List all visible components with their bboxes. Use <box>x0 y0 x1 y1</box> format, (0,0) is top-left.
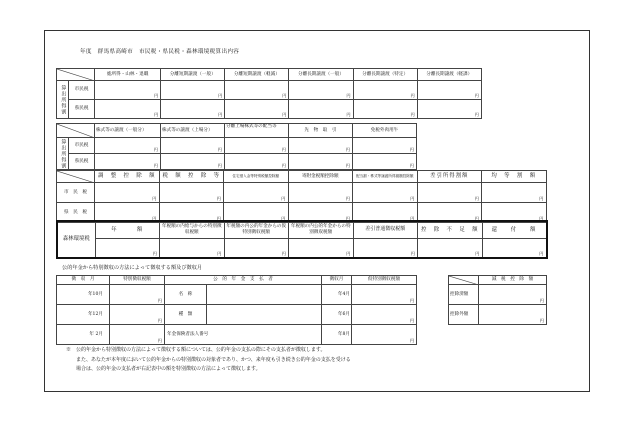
header-chosei-kojo: 調 整 控 除 額 <box>95 171 160 183</box>
amount-cell: 円 <box>110 285 165 305</box>
spacer <box>481 81 545 100</box>
amount-cell: 円 <box>161 81 225 100</box>
amount-cell: 円 <box>95 100 161 119</box>
amount-cell: 円 <box>352 325 417 345</box>
amount-cell: 円 <box>289 100 353 119</box>
amount-cell: 円 <box>353 154 417 170</box>
section4-table <box>56 220 548 259</box>
form-title: 年度 群馬県高崎市 市民税・県民税・森林環境税算出内容 <box>80 49 240 55</box>
header-nenkin-tokucho: 年税額の内公的年金からの特別徴収税額 <box>289 221 354 238</box>
amount-cell: 円 <box>288 203 353 223</box>
amount-cell: 円 <box>289 154 353 170</box>
row-label-kenminzei: 県民税 <box>69 154 95 170</box>
header-kanpu: 還 付 額 <box>482 221 547 238</box>
header-kyuyo-tokucho: 年税額の内給与からの特別徴収税額 <box>160 221 225 238</box>
row-label-kenminzei: 県民税 <box>69 100 95 119</box>
header-zeigaku-kojo: 税 額 控 除 等 <box>159 171 224 183</box>
header-kifukin-kojo: 寄附金税額控除額 <box>288 171 353 183</box>
spacer <box>417 154 479 170</box>
month-label: 年10月 <box>57 285 110 305</box>
header-nenkin-shiharaisha: 公 的 年 金 支 払 者 <box>165 276 322 285</box>
header-haitowari-kojo: 配当割・株式等譲渡所得割額控除額 <box>353 171 418 183</box>
header-nenkin-kari-tokucho: 年税額の内公的年金からの仮特別徴収税額 <box>224 221 289 238</box>
row-label-shiminzei: 市民税 <box>69 81 95 100</box>
amount-cell: 円 <box>353 183 418 203</box>
spacer <box>481 100 545 119</box>
amount-cell: 円 <box>225 154 289 170</box>
amount-cell: 円 <box>353 100 417 119</box>
row-label-kojogai: 控除外額 <box>449 305 479 325</box>
amount-cell: 円 <box>224 203 289 223</box>
pension-table <box>56 275 417 345</box>
section2-side-label: 算出所得割 <box>57 138 69 170</box>
amount-cell: 円 <box>159 183 224 203</box>
amount-cell: 円 <box>289 138 353 154</box>
amount-cell: 円 <box>161 138 225 154</box>
amount-cell: 円 <box>288 183 353 203</box>
section2-corner <box>57 124 95 138</box>
section1-side-label: 算出所得割 <box>57 81 69 119</box>
header-kojo-fusoku: 控 除 不 足 額 <box>418 221 483 238</box>
amount-cell: 円 <box>95 183 160 203</box>
amount-cell: 円 <box>95 238 160 258</box>
amount-cell: 円 <box>161 100 225 119</box>
spacer <box>481 69 545 81</box>
note-line-1: ※ 公的年金から特別徴収の方法によって徴収する額については、公的年金の支払の際にその支払者が徴収します。 <box>66 347 326 353</box>
reduction-corner <box>449 276 479 285</box>
amount-cell: 円 <box>417 100 481 119</box>
month-label: 年 2月 <box>57 325 110 345</box>
note-line-2: また、あなたが本年度において公的年金からの特別徴収の対象者であり、かつ、来年度も引き続き公的年金の支払を受ける <box>66 357 351 363</box>
amount-cell: 円 <box>417 203 482 223</box>
header-kari-tokubetsu: 仮特別徴収税額 <box>352 276 417 285</box>
row-label-kojozumi: 控除済額 <box>449 285 479 305</box>
header-tanki-ippan: 分離短期譲渡（一般） <box>161 69 225 81</box>
header-sakimono: 先 物 取 引 <box>289 124 353 138</box>
amount-cell: 円 <box>110 325 165 345</box>
month-label: 年6月 <box>322 305 352 325</box>
row-label-kenminzei: 県 民 税 <box>57 203 95 223</box>
amount-cell: 円 <box>352 305 417 325</box>
amount-cell: 円 <box>289 81 353 100</box>
amount-cell: 円 <box>224 183 289 203</box>
header-chosyu-tsuki-2: 徴収月 <box>322 276 352 285</box>
section3-corner <box>57 171 95 183</box>
header-choki-tokutei: 分離長期譲渡（特定） <box>353 69 417 81</box>
header-kabushiki-jojo: 株式等の譲渡（上場分） <box>161 124 225 138</box>
amount-cell: 円 <box>353 138 417 154</box>
header-choki-ippan: 分離長期譲渡（一般） <box>289 69 353 81</box>
pension-caption: 公的年金から特別徴収の方法によって徴収する額及び徴収月 <box>62 265 203 271</box>
amount-cell: 円 <box>418 238 483 258</box>
amount-cell: 円 <box>353 203 418 223</box>
amount-cell: 円 <box>110 305 165 325</box>
amount-cell: 円 <box>482 183 547 203</box>
amount-cell: 円 <box>225 100 289 119</box>
section2-table <box>56 123 479 170</box>
amount-cell: 円 <box>95 203 160 223</box>
header-chosyu-tsuki: 徴 収 月 <box>57 276 110 285</box>
month-label: 年12月 <box>57 305 110 325</box>
reduction-table <box>448 275 547 325</box>
payer-type-label: 種 類 <box>165 305 207 325</box>
amount-cell: 円 <box>95 81 161 100</box>
amount-cell: 円 <box>161 154 225 170</box>
payer-name-label: 名 称 <box>165 285 207 305</box>
amount-cell: 円 <box>225 81 289 100</box>
amount-cell: 円 <box>225 138 289 154</box>
amount-cell: 円 <box>482 238 547 258</box>
header-nikuyogyu: 免税外肉用牛 <box>353 124 417 138</box>
payer-name-value <box>207 285 322 305</box>
amount-cell: 円 <box>479 305 547 325</box>
header-haito: 分離上場株式等の配当等 <box>225 124 289 138</box>
header-sashihiki-shotokuwari: 差引所得割額 <box>417 171 482 183</box>
header-sogo: 総所得・山林・退職 <box>95 69 161 81</box>
amount-cell: 円 <box>353 238 418 258</box>
amount-cell: 円 <box>417 81 481 100</box>
header-gensei-kojo: 減 税 控 除 額 <box>479 276 547 285</box>
amount-cell: 円 <box>159 203 224 223</box>
header-kintowari: 均 等 割 額 <box>482 171 547 183</box>
amount-cell: 円 <box>289 238 354 258</box>
header-kabushiki-ippan: 株式等の譲渡（一般分） <box>95 124 161 138</box>
section1-corner <box>57 69 95 81</box>
header-jutaku-kojo: 住宅借入金等特別税額控除額 <box>224 171 289 183</box>
row-label-shiminzei: 市民税 <box>69 138 95 154</box>
amount-cell: 円 <box>95 138 161 154</box>
spacer <box>417 124 479 138</box>
amount-cell: 円 <box>352 285 417 305</box>
amount-cell: 円 <box>95 154 161 170</box>
header-futsu-chosyu: 差引普通徴収税額 <box>353 221 418 238</box>
section3-table <box>56 170 547 223</box>
insurer-number-label: 年金保険者法人番号 <box>165 325 322 345</box>
amount-cell: 円 <box>482 203 547 223</box>
row-label-shiminzei: 市 民 税 <box>57 183 95 203</box>
row-label-shinrin: 森林環境税 <box>57 221 95 258</box>
header-nengaku: 年 額 <box>95 221 160 238</box>
section1-table <box>56 68 546 119</box>
amount-cell: 円 <box>353 81 417 100</box>
spacer <box>417 138 479 154</box>
payer-type-value <box>207 305 322 325</box>
amount-cell: 円 <box>479 285 547 305</box>
month-label: 年4月 <box>322 285 352 305</box>
note-line-3: 場合は、公的年金の支払者が右記表中の額を特別徴収の方法によって徴収します。 <box>66 366 261 372</box>
header-tanki-keigen: 分離短期譲渡（軽減） <box>225 69 289 81</box>
amount-cell: 円 <box>417 183 482 203</box>
header-tokubetsu-chosyu: 特別徴収税額 <box>110 276 165 285</box>
amount-cell: 円 <box>224 238 289 258</box>
amount-cell: 円 <box>160 238 225 258</box>
header-choki-keika: 分離長期譲渡（軽課） <box>417 69 481 81</box>
month-label: 年8月 <box>322 325 352 345</box>
